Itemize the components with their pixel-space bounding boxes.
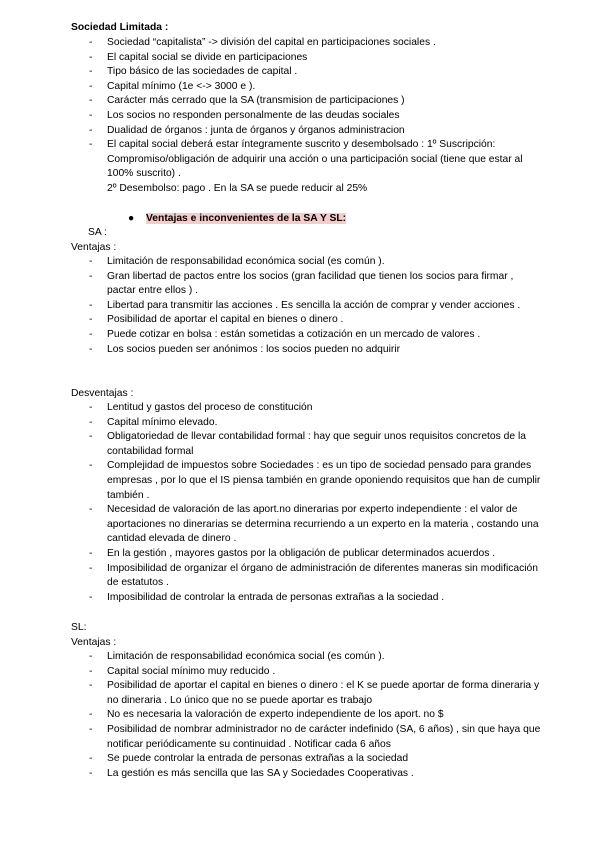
sl-ventajas-label: Ventajas :: [71, 637, 117, 648]
sl-heading: Sociedad Limitada :: [71, 22, 169, 33]
list-item: - Tipo básico de las sociedades de capital .: [71, 65, 541, 80]
sa-ventajas-list: [71, 255, 541, 357]
list-item: - La gestión es más sencilla que las SA y Sociedades Cooperativas .: [71, 767, 541, 782]
sa-ventajas-label: Ventajas :: [71, 242, 117, 253]
list-item: - Limitación de responsabilidad económica social (es común ).: [71, 650, 541, 665]
list-item: - Los socios no responden personalmente de las deudas sociales: [71, 109, 541, 124]
list-item: - Se puede controlar la entrada de personas extrañas a la sociedad: [71, 752, 541, 767]
section-heading: [128, 212, 346, 227]
list-item: - Los socios pueden ser anónimos : los socios pueden no adquirir: [71, 343, 541, 358]
list-item: - El capital social deberá estar íntegramente suscrito y desembolsado : 1º Suscripción: Compromiso/obligación de adquirir una acción o una participación social (tiene que estar al 100% suscrito) .: [71, 138, 541, 182]
sl-section-label: SL:: [71, 622, 87, 633]
list-item: - No es necesaria la valoración de experto independiente de los aport. no $: [71, 708, 541, 723]
list-item: - Lentitud y gastos del proceso de constitución: [71, 401, 541, 416]
list-item: - Capital mínimo elevado.: [71, 416, 541, 431]
list-item: - Imposibilidad de controlar la entrada de personas extrañas a la sociedad .: [71, 591, 541, 606]
list-item: - Posibilidad de aportar el capital en bienes o dinero : el K se puede aportar de forma dineraria y no dineraria . Lo único que no se puede aportar es trabajo: [71, 679, 541, 708]
list-item-continuation: 2º Desembolso: pago . En la SA se puede reducir al 25%: [107, 182, 368, 194]
sa-label: SA :: [88, 227, 107, 238]
list-item: - Obligatoriedad de llevar contabilidad formal : hay que seguir unos requisitos concretos de la contabilidad formal: [71, 430, 541, 459]
list-item: - Complejidad de impuestos sobre Sociedades : es un tipo de sociedad pensado para grandes empresas , por lo que el IS piensa también en grande oponiendo requisitos que han de cumplir también .: [71, 459, 541, 503]
list-item: - En la gestión , mayores gastos por la obligación de publicar determinados acuerdos .: [71, 547, 541, 562]
list-item: - Necesidad de valoración de las aport.no dinerarias por experto independiente : el valor de aportaciones no dinerarias se determina recurriendo a un experto en la materia , costando una cantidad elevada de dinero .: [71, 503, 541, 547]
sa-desventajas-label: Desventajas :: [71, 388, 134, 399]
list-item: - Capital mínimo (1e <-> 3000 e ).: [71, 80, 541, 95]
list-item: - Limitación de responsabilidad económica social (es común ).: [71, 255, 541, 270]
list-item: - Dualidad de órganos : junta de órganos y órganos administracion: [71, 124, 541, 139]
sl-ventajas-list: [71, 650, 541, 781]
section-title: Ventajas e inconvenientes de la SA Y SL:: [146, 213, 347, 224]
list-item: - Posibilidad de aportar el capital en bienes o dinero .: [71, 313, 541, 328]
list-item: - Sociedad “capitalista” -> división del capital en participaciones sociales .: [71, 36, 541, 51]
list-item: - Carácter más cerrado que la SA (transmision de participaciones ): [71, 94, 541, 109]
list-item: - Imposibilidad de organizar el órgano de administración de diferentes maneras sin modificación de estatutos .: [71, 562, 541, 591]
list-item: - Gran libertad de pactos entre los socios (gran facilidad que tienen los socios para firmar , pactar entre ellos ) .: [71, 270, 541, 299]
list-item: - Capital social mínimo muy reducido .: [71, 665, 541, 680]
sa-desventajas-list: [71, 401, 541, 605]
list-item: - Libertad para transmitir las acciones . Es sencilla la acción de comprar y vender acciones .: [71, 299, 541, 314]
list-item: - Posibilidad de nombrar administrador no de carácter indefinido (SA, 6 años) , sin que haya que notificar periódicamente su continuidad . Notificar cada 6 años: [71, 723, 541, 752]
list-item: - Puede cotizar en bolsa : están sometidas a cotización en un mercado de valores .: [71, 328, 541, 343]
bullet-icon: ●: [128, 213, 135, 224]
sl-characteristics-list: [71, 36, 541, 197]
list-item: - El capital social se divide en participaciones: [71, 51, 541, 66]
